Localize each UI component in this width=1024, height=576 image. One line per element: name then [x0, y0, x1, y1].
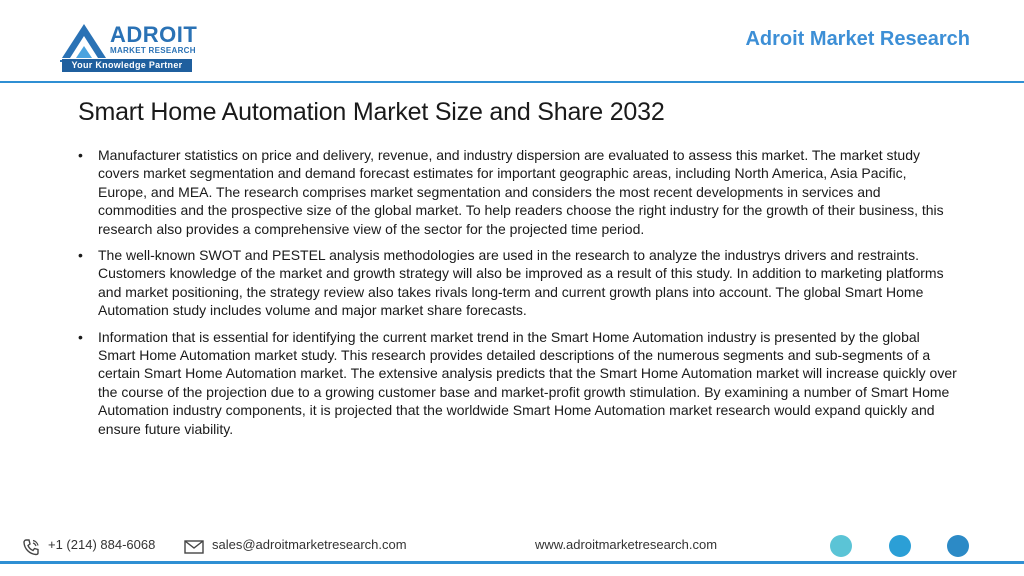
footer-email[interactable]: sales@adroitmarketresearch.com: [212, 537, 407, 552]
bullet-text: Information that is essential for identifying the current market trend in the Smart Home Automation industry is presented by the global Smart Home Automation market study. This research provides detailed descriptions of the numerous segments and sub-segments of a certain Smart Home Automation market. The extensive analysis predicts that the Smart Home Automation market will increase quickly over the course of the projection due to a growing customer base and market-profit growth stimulation. By examining a number of Smart Home Automation industry components, it is projected that the worldwide Smart Home Automation market research would expand quickly and ensure future viability.: [98, 328, 957, 437]
page-title: Smart Home Automation Market Size and Share 2032: [78, 98, 665, 126]
bullet-dot: •: [78, 247, 83, 264]
bullet-text: The well-known SWOT and PESTEL analysis methodologies are used in the research to analyze the industrys drivers and restraints. Customers knowledge of the market and growth strategy will also be improved as a result of this study. In addition to marketing platforms and market positioning, the strategy review also takes rivals long-term and current growth plans into account. The global Smart Home Automation study includes volume and major market share forecasts.: [98, 247, 944, 319]
bullet-item: [78, 246, 958, 320]
bullet-dot: •: [78, 328, 83, 345]
footer-phone[interactable]: +1 (214) 884-6068: [48, 537, 156, 552]
header-divider: [0, 81, 1024, 83]
decorative-dot-1: [830, 535, 852, 557]
logo-text: [110, 24, 197, 56]
phone-icon: [22, 538, 40, 556]
footer-divider: [0, 561, 1024, 564]
bullet-dot: •: [78, 147, 83, 163]
footer-website[interactable]: www.adroitmarketresearch.com: [535, 537, 718, 552]
bullet-item: [78, 146, 958, 238]
bullet-list: [78, 146, 958, 446]
decorative-dot-3: [947, 535, 969, 557]
logo-subtitle: MARKET RESEARCH: [110, 46, 196, 55]
logo-brand: ADROIT: [110, 22, 198, 47]
mail-icon: [184, 540, 204, 554]
decorative-dot-2: [889, 535, 911, 557]
bullet-item: [78, 328, 958, 438]
logo-tagline: Your Knowledge Partner: [62, 59, 192, 72]
company-name: Adroit Market Research: [745, 28, 970, 50]
bullet-text: Manufacturer statistics on price and delivery, revenue, and industry dispersion are evaluated to assess this market. The market study covers market segmentation and demand forecast estimates for important geographic areas, including North America, Asia Pacific, Europe, and MEA. The research comprises market segmentation and considers the most recent developments in services and commodities and the prospective size of the global market. To help readers choose the right industry for the growth of their business, this research also provides a comprehensive view of the sector for the projected time period.: [98, 147, 944, 237]
